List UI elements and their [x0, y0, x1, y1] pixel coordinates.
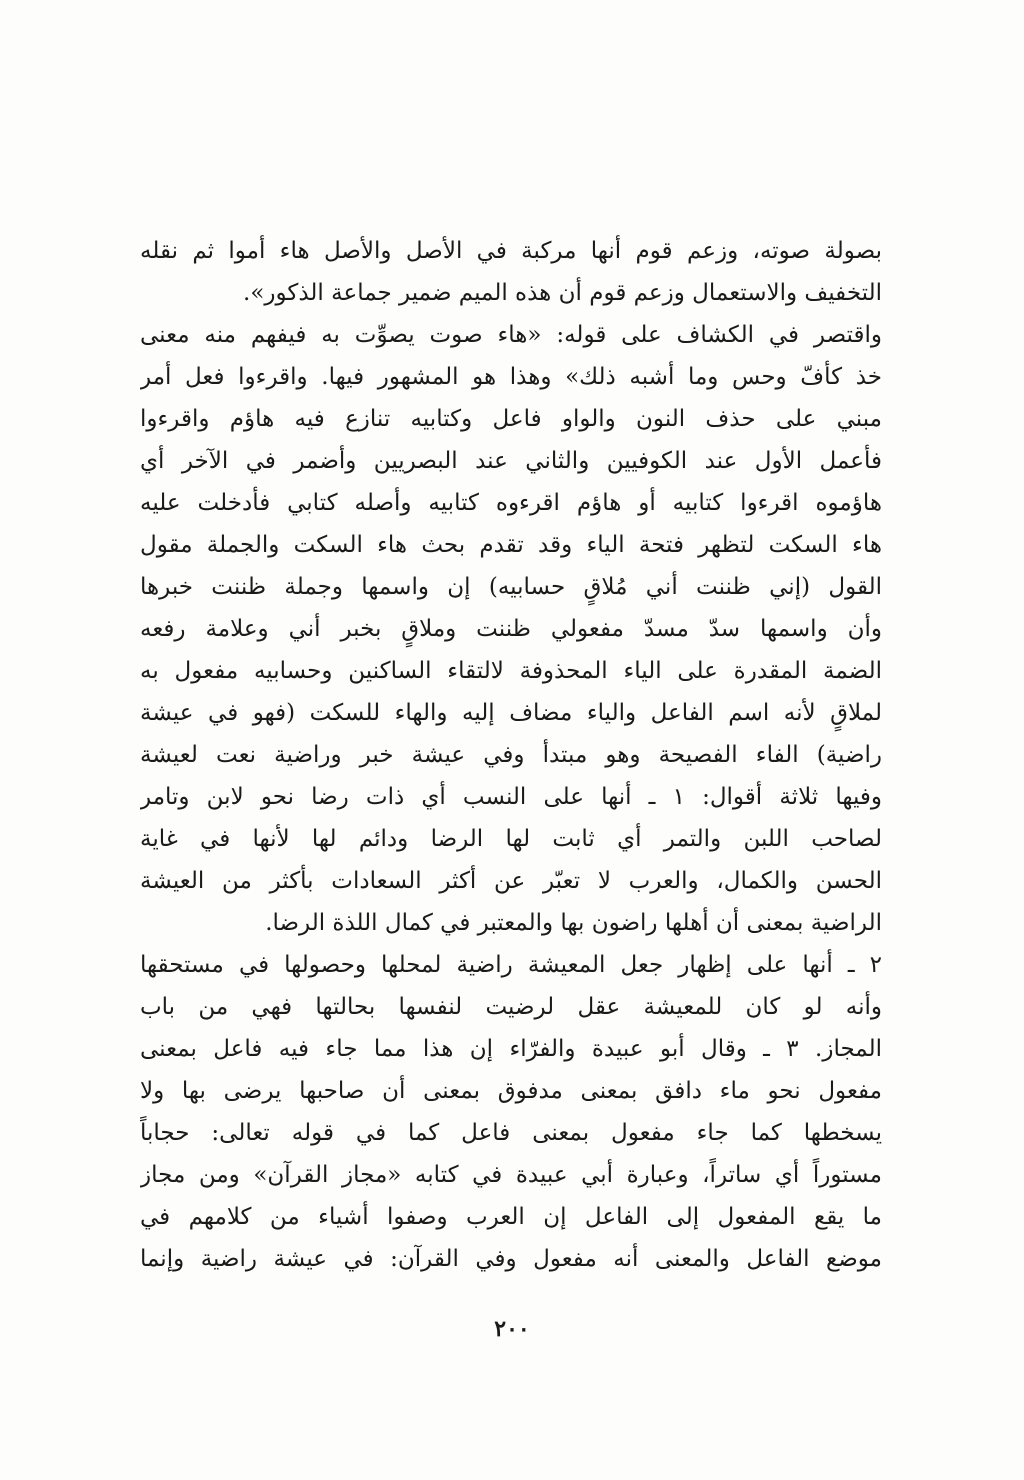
- text-line: وأن واسمها سدّ مسدّ مفعولي ظننت وملاقٍ بخبر أني وعلامة رفعه: [140, 616, 882, 642]
- text-line: واقتصر في الكشاف على قوله: «هاء صوت يصوِّت به فيفهم منه معنى: [140, 322, 882, 348]
- page-number: ٢٠٠: [494, 1316, 530, 1342]
- text-line: بصولة صوته، وزعم قوم أنها مركبة في الأصل والأصل هاء أموا ثم نقله: [140, 238, 882, 264]
- text-line: هاء السكت لتظهر فتحة الياء وقد تقدم بحث هاء السكت والجملة مقول: [140, 532, 882, 558]
- body-text: [140, 230, 882, 1280]
- text-line: الضمة المقدرة على الياء المحذوفة لالتقاء الساكنين وحسابيه مفعول به: [140, 658, 882, 684]
- text-line: لملاقٍ لأنه اسم الفاعل والياء مضاف إليه والهاء للسكت (فهو في عيشة: [140, 700, 882, 726]
- text-line: لصاحب اللبن والتمر أي ثابت لها الرضا ودائم لها لأنها في غاية: [140, 826, 882, 852]
- text-line: المجاز. ٣ ـ وقال أبو عبيدة والفرّاء إن هذا مما جاء فيه فاعل بمعنى: [140, 1036, 882, 1062]
- text-line: وأنه لو كان للمعيشة عقل لرضيت لنفسها بحالتها فهي من باب: [140, 994, 882, 1020]
- text-line: الحسن والكمال، والعرب لا تعبّر عن أكثر السعادات بأكثر من العيشة: [140, 868, 882, 894]
- text-line: القول (إني ظننت أني مُلاقٍ حسابيه) إن واسمها وجملة ظننت خبرها: [140, 574, 882, 600]
- text-line: مبني على حذف النون والواو فاعل وكتابيه تنازع فيه هاؤم واقرءوا: [140, 406, 882, 432]
- text-line: خذ كأفّ وحس وما أشبه ذلك» وهذا هو المشهور فيها. واقرءوا فعل أمر: [140, 364, 882, 390]
- text-line: ما يقع المفعول إلى الفاعل إن العرب وصفوا أشياء من كلامهم في: [140, 1204, 882, 1230]
- text-line: وفيها ثلاثة أقوال: ١ ـ أنها على النسب أي ذات رضا نحو لابن وتامر: [140, 784, 882, 810]
- text-line: الراضية بمعنى أن أهلها راضون بها والمعتبر في كمال اللذة الرضا.: [265, 910, 882, 936]
- text-line: هاؤموه اقرءوا كتابيه أو هاؤم اقرءوه كتابيه وأصله كتابي فأدخلت عليه: [140, 490, 882, 516]
- text-line: موضع الفاعل والمعنى أنه مفعول وفي القرآن: في عيشة راضية وإنما: [140, 1246, 882, 1272]
- text-line: مفعول نحو ماء دافق بمعنى مدفوق بمعنى أن صاحبها يرضى بها ولا: [140, 1078, 882, 1104]
- text-line: ٢ ـ أنها على إظهار جعل المعيشة راضية لمحلها وحصولها في مستحقها: [140, 952, 882, 978]
- text-line: راضية) الفاء الفصيحة وهو مبتدأ وفي عيشة خبر وراضية نعت لعيشة: [140, 742, 882, 768]
- text-line: التخفيف والاستعمال وزعم قوم أن هذه الميم ضمير جماعة الذكور».: [243, 280, 882, 306]
- text-line: يسخطها كما جاء مفعول بمعنى فاعل كما في قوله تعالى: حجاباً: [140, 1120, 882, 1146]
- text-line: فأعمل الأول عند الكوفيين والثاني عند البصريين وأضمر في الآخر أي: [140, 448, 882, 474]
- text-line: مستوراً أي ساتراً، وعبارة أبي عبيدة في كتابه «مجاز القرآن» ومن مجاز: [140, 1162, 882, 1188]
